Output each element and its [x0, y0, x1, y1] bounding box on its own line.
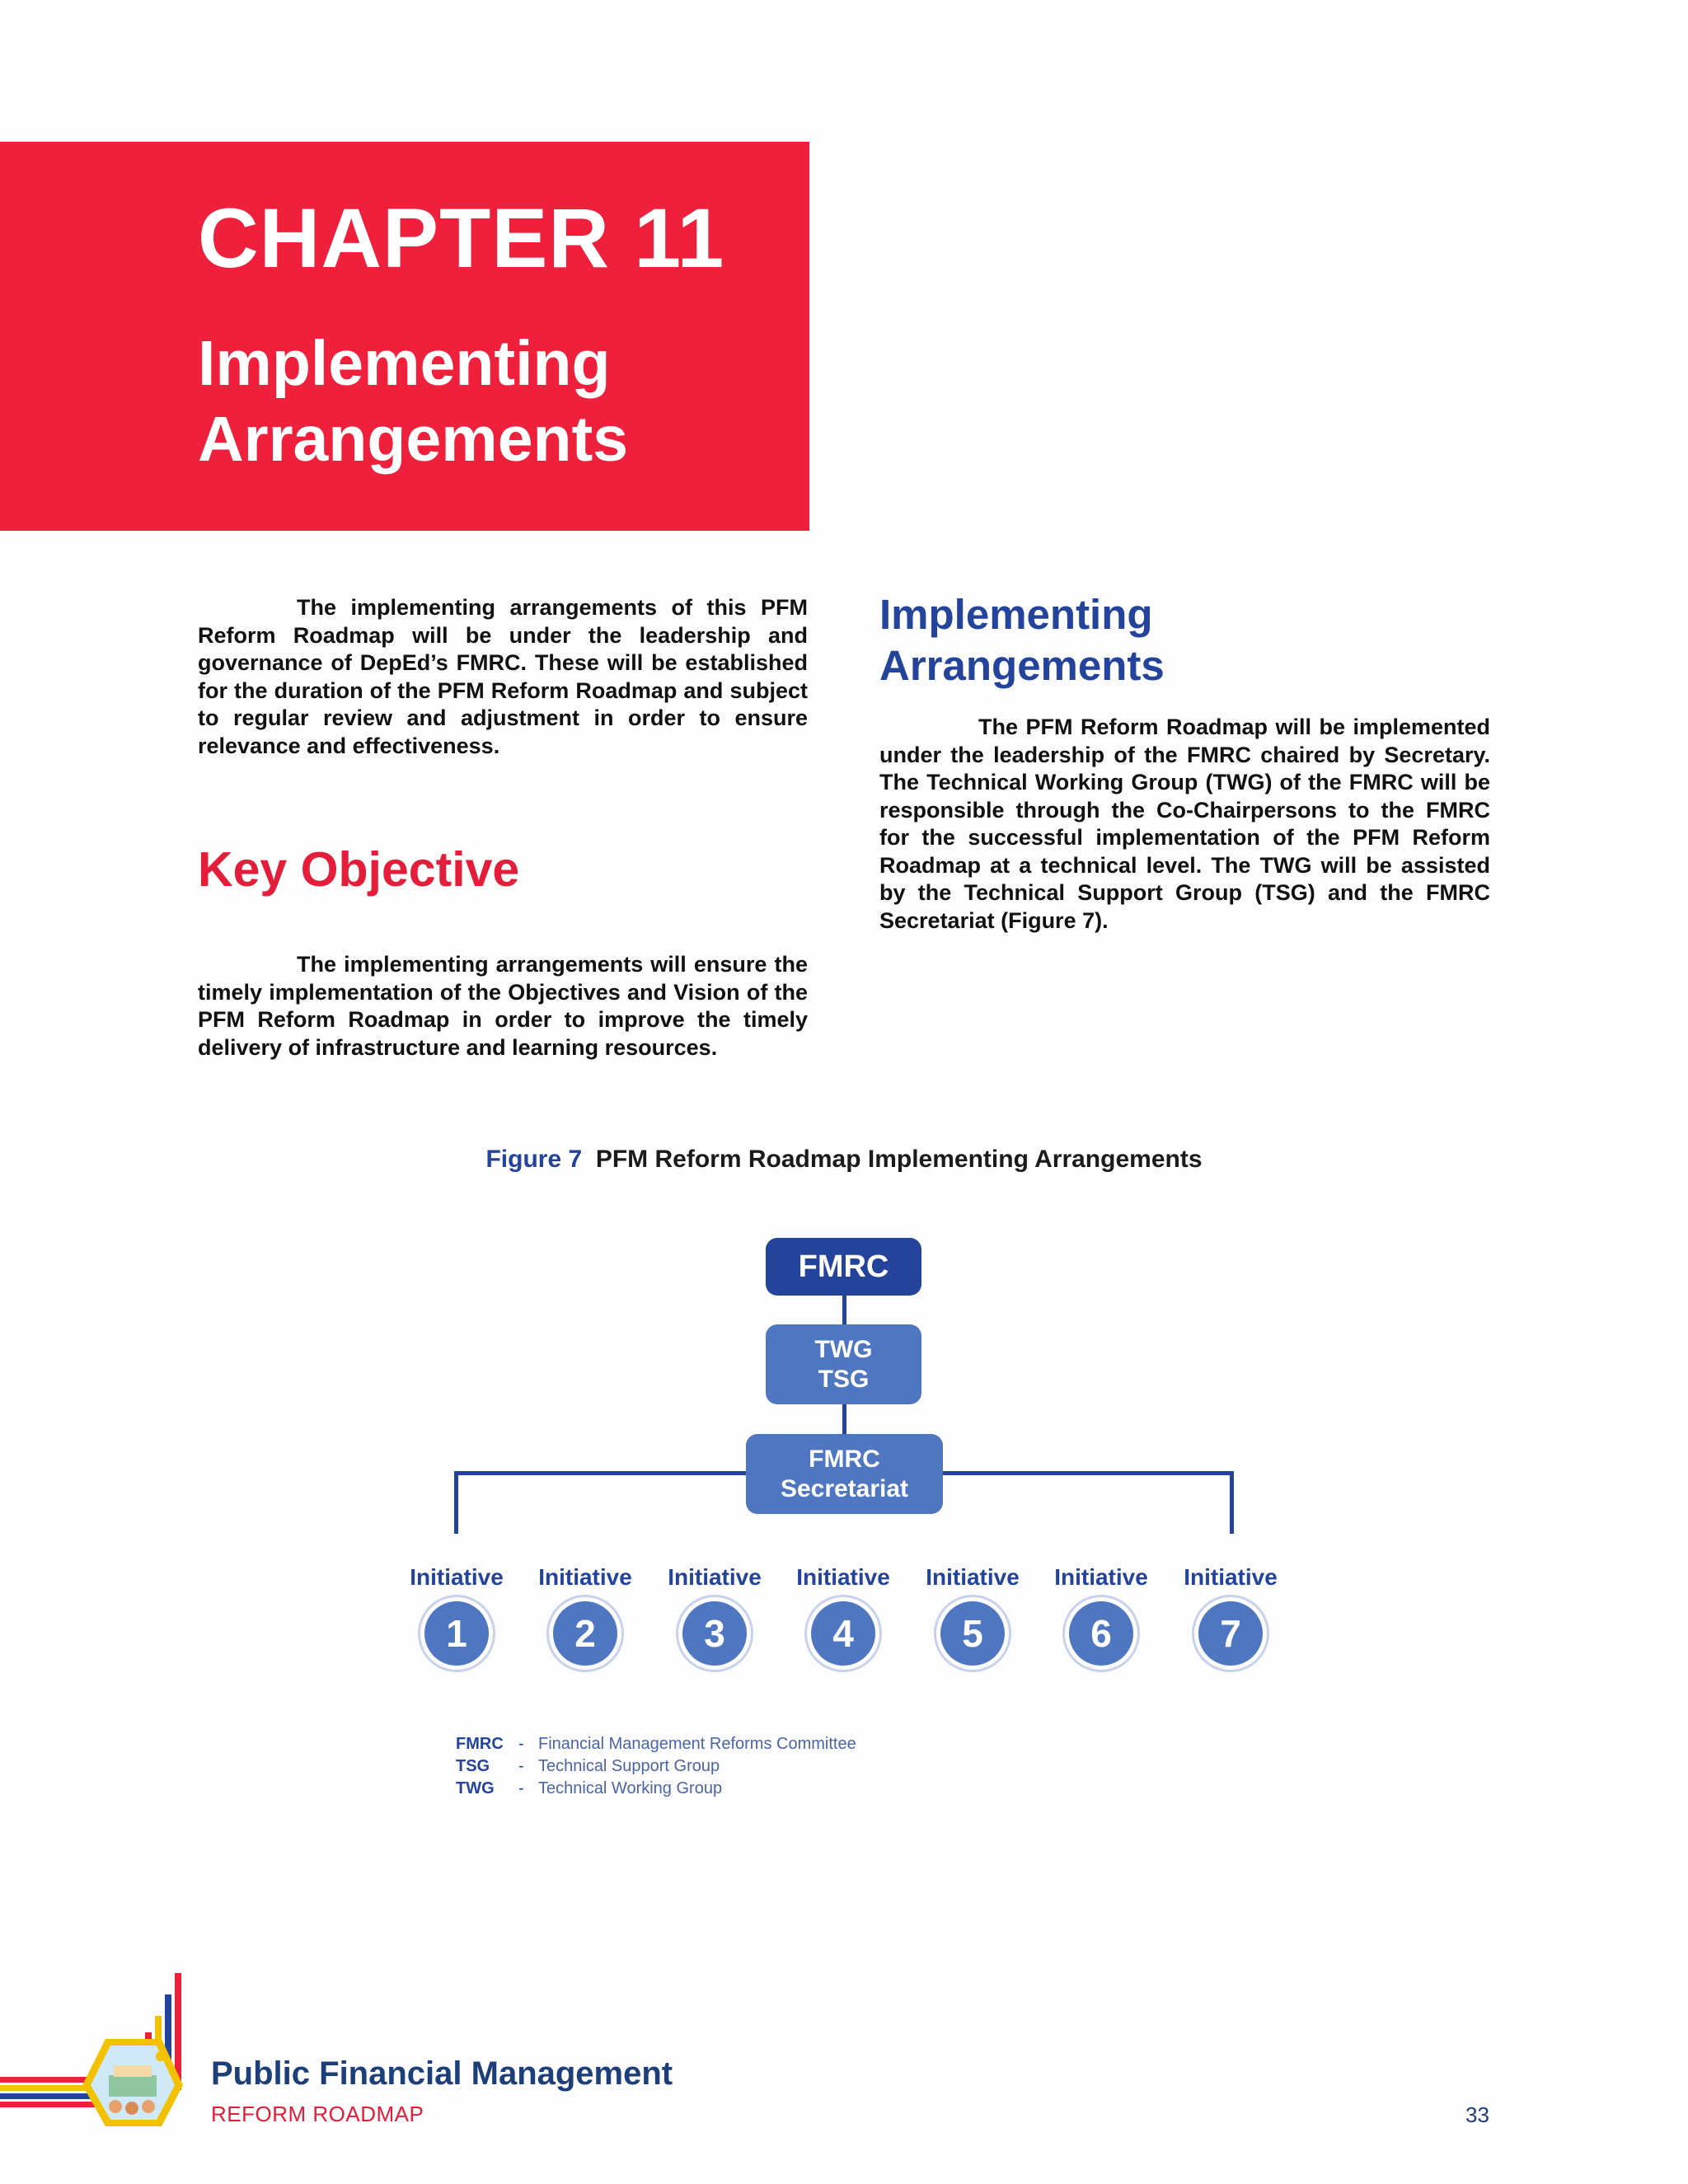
initiative-7-label: Initiative: [1184, 1564, 1278, 1590]
secretariat-label-2: Secretariat: [780, 1474, 909, 1502]
twg-label: TWG: [814, 1335, 873, 1363]
glossary-abbr: TSG: [456, 1757, 490, 1775]
glossary-dash: -: [518, 1757, 524, 1775]
fmrc-box: [766, 1238, 921, 1296]
initiative-1-label: Initiative: [410, 1564, 504, 1590]
figure-label: Figure 7: [485, 1146, 583, 1173]
figure-glossary: [456, 1733, 856, 1800]
connector-fmrc-twg: [842, 1296, 846, 1325]
intro-paragraph: The implementing arrangements of this PFM Reform Roadmap will be under the leadership and governance of DepEd’s FMRC. These will be established for the duration of the PFM Reform Roadmap and subject to regular review and adjustment in order to ensure relevance and effectiveness.: [198, 595, 808, 758]
initiative-2-number: 2: [553, 1601, 617, 1666]
glossary-definition: Technical Support Group: [538, 1757, 720, 1775]
glossary-row: [456, 1755, 856, 1778]
fmrc-secretariat-box: [746, 1434, 943, 1514]
initiative-2-label: Initiative: [538, 1564, 632, 1590]
initiative-1-number: 1: [424, 1601, 489, 1666]
twg-tsg-box: [766, 1324, 921, 1404]
tsg-label: TSG: [818, 1365, 870, 1393]
initiative-4-number: 4: [811, 1601, 875, 1666]
initiative-6-label: Initiative: [1054, 1564, 1148, 1590]
key-objective-paragraph: The implementing arrangements will ensure the timely implementation of the Objectives and Vision of the PFM Reform Roadmap in order to improve the timely delivery of infrastructure and learning resources.: [198, 952, 808, 1060]
implementing-arrangements-paragraph: The PFM Reform Roadmap will be implemented under the leadership of the FMRC chaired by Secretary. The Technical Working Group (TWG) of the FMRC will be responsible through the Co-Chairpersons to the FMRC for the successful implementation of the PFM Reform Roadmap at a technical level. The TWG will be assisted by the Technical Support Group (TSG) and the FMRC Secretariat (Figure 7).: [879, 715, 1490, 933]
glossary-row: [456, 1733, 856, 1755]
implementing-arrangements-heading: Implementing Arrangements: [879, 591, 1165, 689]
initiative-5-label: Initiative: [926, 1564, 1020, 1590]
glossary-row: [456, 1778, 856, 1800]
initiative-6-number: 6: [1069, 1601, 1133, 1666]
glossary-definition: Financial Management Reforms Committee: [538, 1735, 856, 1753]
connector-twg-secretariat: [842, 1404, 846, 1435]
connector-right-drop: [1230, 1471, 1234, 1534]
pfm-logo-icon: [0, 1953, 198, 2135]
glossary-abbr: TWG: [456, 1779, 495, 1797]
chapter-number: CHAPTER 11: [198, 191, 725, 285]
connector-left-drop: [454, 1471, 458, 1534]
glossary-dash: -: [518, 1735, 524, 1753]
initiative-5-number: 5: [940, 1601, 1005, 1666]
initiative-3-number: 3: [682, 1601, 747, 1666]
glossary-abbr: FMRC: [456, 1735, 504, 1753]
secretariat-label-1: FMRC: [809, 1445, 880, 1473]
glossary-definition: Technical Working Group: [538, 1779, 723, 1797]
footer-subtitle: REFORM ROADMAP: [211, 2102, 424, 2126]
figure-caption-text: PFM Reform Roadmap Implementing Arrangements: [595, 1146, 1203, 1173]
key-objective-heading: Key Objective: [198, 842, 520, 897]
chapter-title: Implementing Arrangements: [198, 328, 629, 475]
footer-title: Public Financial Management: [211, 2055, 673, 2092]
page-number: 33: [1465, 2102, 1489, 2127]
glossary-dash: -: [518, 1779, 524, 1797]
fmrc-box-label: FMRC: [798, 1249, 889, 1284]
initiative-3-label: Initiative: [668, 1564, 762, 1590]
initiative-4-label: Initiative: [796, 1564, 890, 1590]
figure-caption: [0, 1146, 1688, 1174]
initiative-7-number: 7: [1198, 1601, 1263, 1666]
